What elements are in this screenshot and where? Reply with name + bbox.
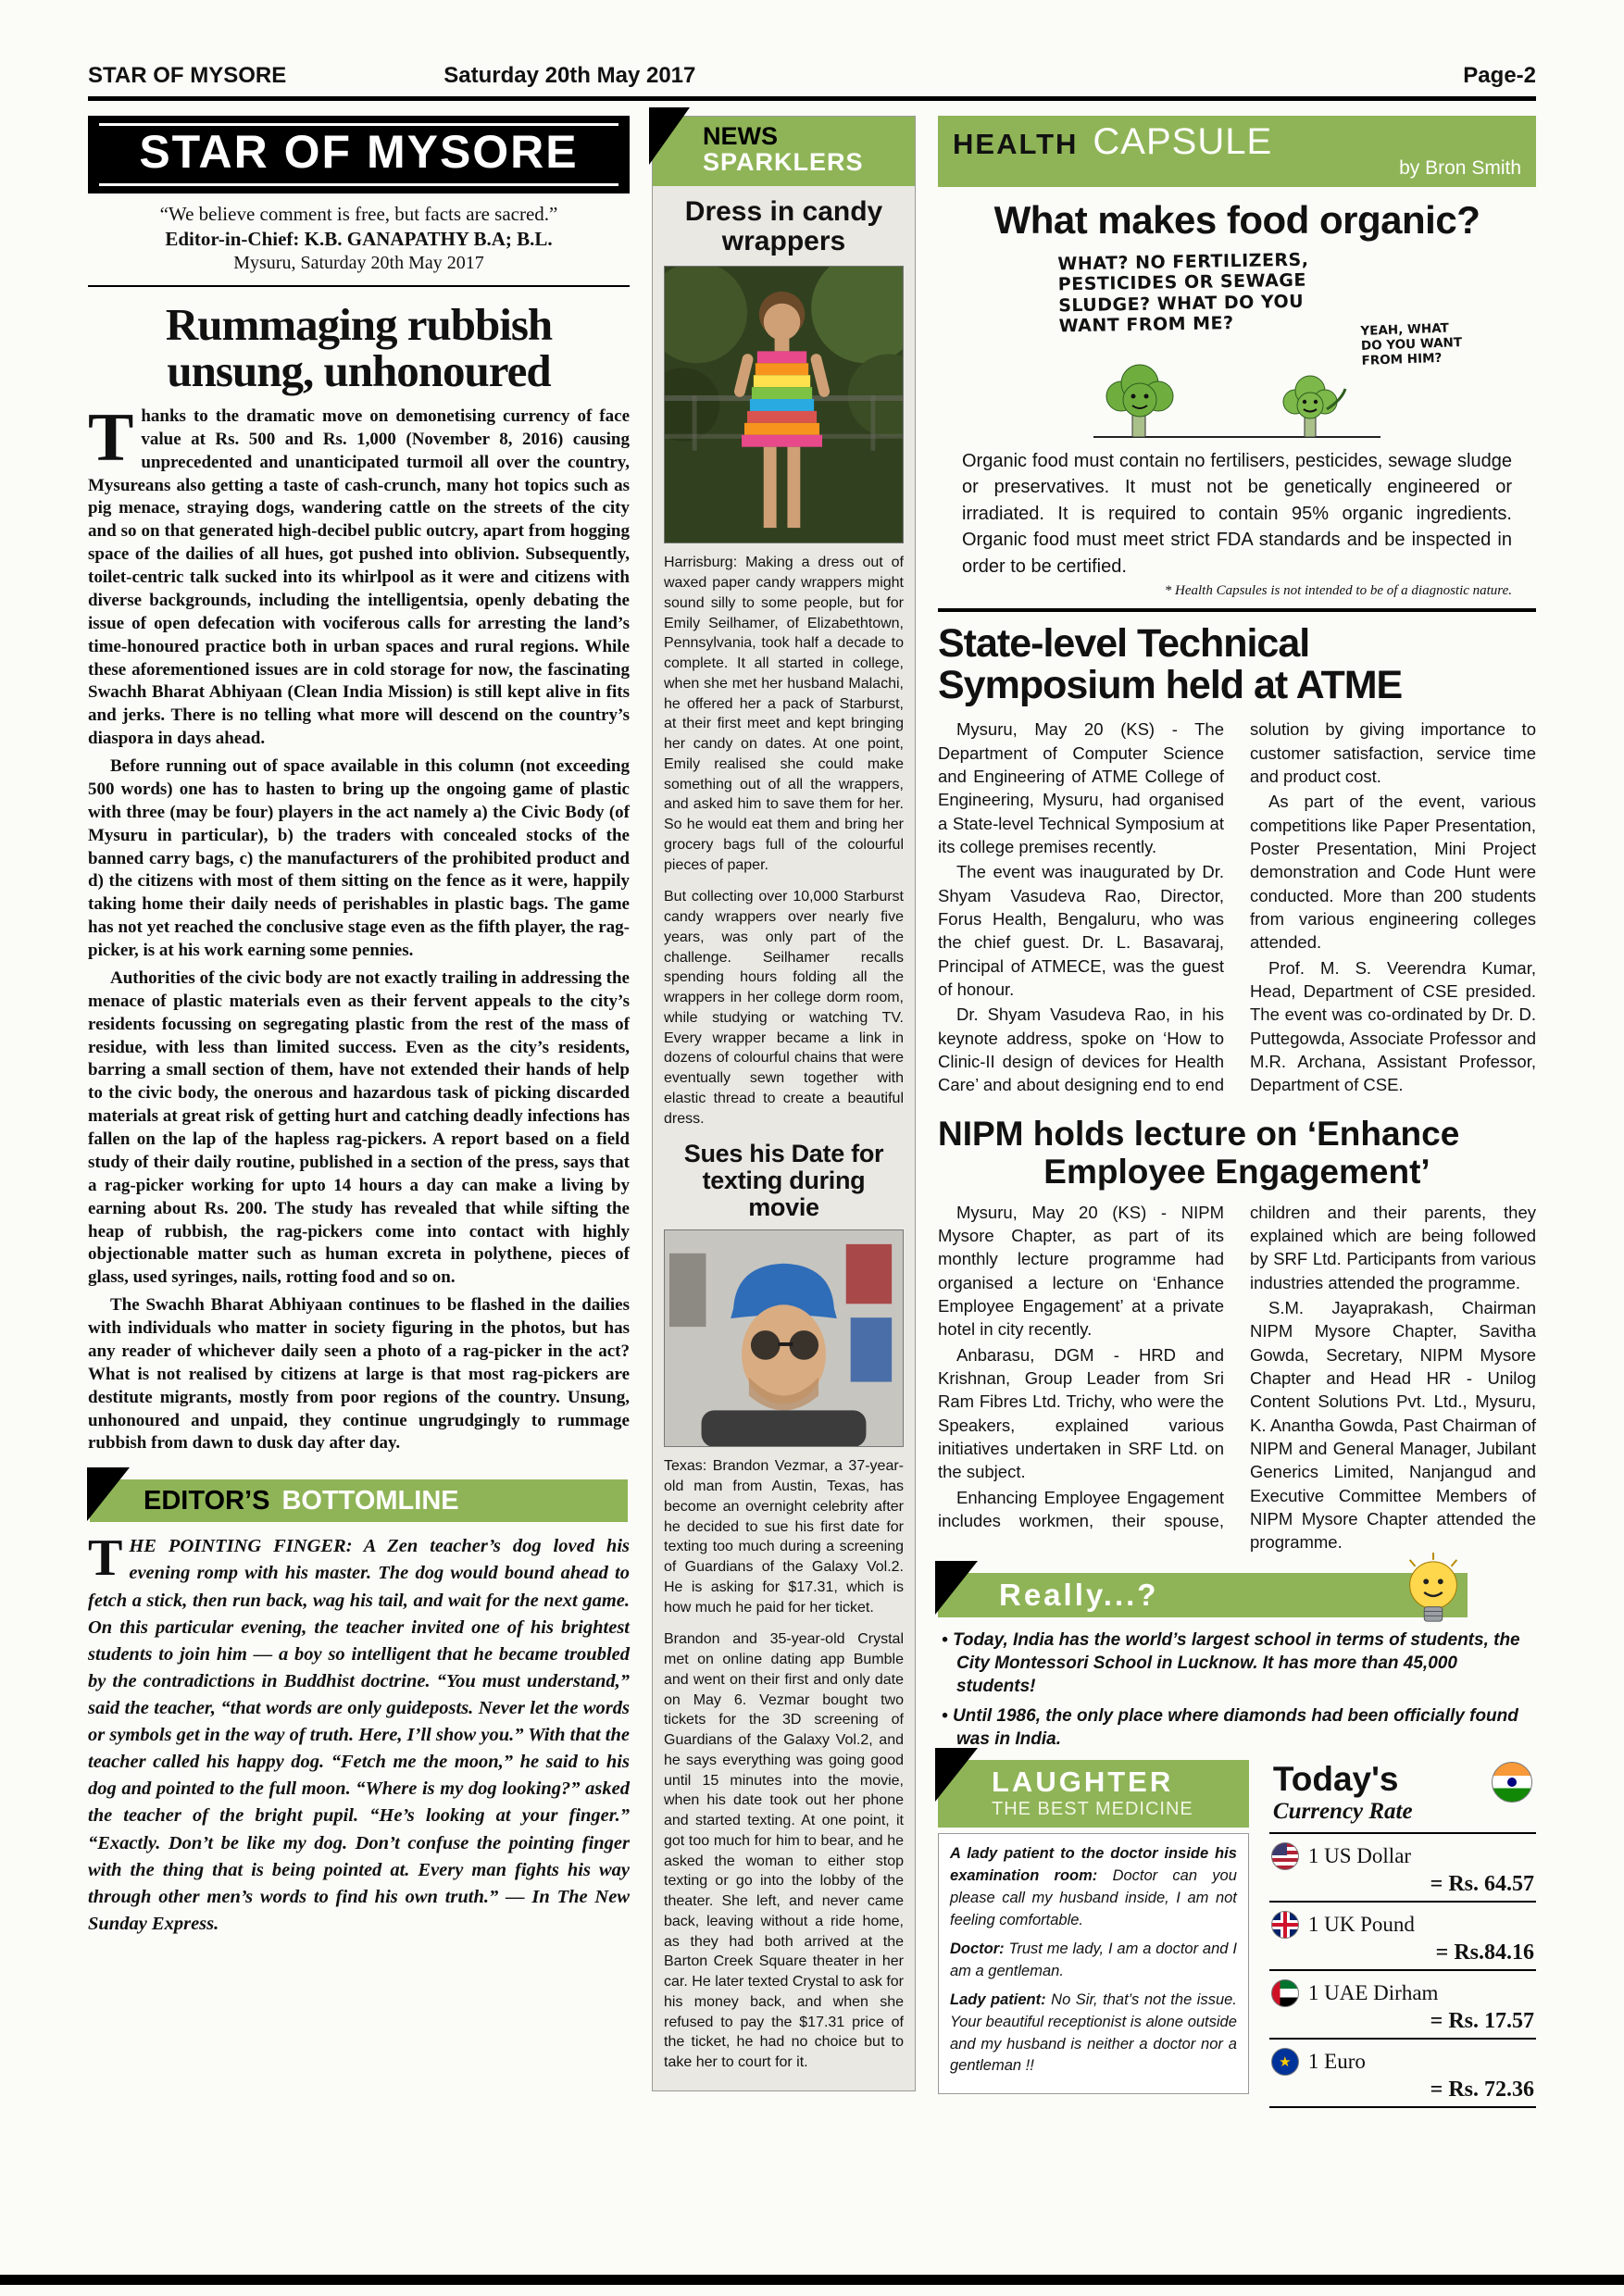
- nipm-paragraph: Enhancing Employee Engagement includes workmen, their spouse, children and their parents, they explained which are being followed by SRF Ltd. Participants from various industries attended the programme.: [938, 1202, 1536, 1531]
- nipm-body: [938, 1201, 1536, 1554]
- joke-paragraph: [950, 1843, 1237, 1932]
- sues-date-headline: [664, 1141, 904, 1220]
- candy-dress-paragraph: But collecting over 10,000 Starburst candy wrappers over nearly five years, was only part of the challenge. Seilhamer recalls spending hours folding all the wrappers in her college dorm room, while studying or watching TV. Every wrapper became a link in dozens of colourful chains that were eventually sewn together with elastic thread to create a beautiful dress.: [664, 889, 904, 1127]
- cartoon-reply-line: YEAH, WHAT: [1360, 320, 1449, 339]
- atme-paragraph: The event was inaugurated by Dr. Shyam Vasudeva Rao, Director, Forus Health, Bengaluru, who was the chief guest. Dr. L. Basavaraj, Principal of ATMECE, was the guest of honour.: [938, 862, 1224, 1000]
- cartoon-speech-text: [1057, 250, 1310, 337]
- editors-bottomline-label-black: EDITOR’S: [144, 1485, 270, 1516]
- atme-headline: [938, 620, 1536, 708]
- laughter-header: [938, 1760, 1249, 1828]
- editors-bottomline-label-white: BOTTOMLINE: [281, 1485, 459, 1516]
- candy-dress-headline: Dress in candy wrappers: [684, 195, 883, 257]
- india-flag-icon: [1492, 1762, 1532, 1803]
- cartoon-reply-line: FROM HIM?: [1361, 351, 1443, 369]
- nipm-paragraph: S.M. Jayaprakash, Chairman NIPM Mysore Chapter, Savitha Gowda, Secretary, NIPM Mysore Chapter and Head HR - Unilog Content Solutions Pvt. Ltd., Mysuru, K. Anantha Gowda, Past Chairman of NIPM and General Manager, Jubilant Generics Limited, Nanjangud and Executive Committee Members of NIPM Mysore Chapter attended the programme.: [1250, 1297, 1536, 1553]
- joke-text: Trust me lady, I am a doctor and I am a gentleman.: [950, 1940, 1237, 1979]
- cartoon-speech-line: PESTICIDES OR SEWAGE: [1057, 270, 1307, 295]
- laughter-title: LAUGHTER: [992, 1766, 1174, 1799]
- candy-dress-paragraph: Harrisburg: Making a dress out of waxed paper candy wrappers might sound silly to some people, but for Emily Seilhamer, of Elizabethtown, Pennsylvania, took half a decade to complete. It all started in college, when she met her husband Malachi, he offered her a pack of Starburst, at their first meet and kept bringing her candy on dates. At one point, Emily realised she could make something out of all the wrappers, and asked him to save them for her. So he would eat them and bring her grocery bags full of the colourful pieces of paper.: [664, 555, 904, 873]
- currency-row: [1269, 1834, 1536, 1903]
- health-footnote: * Health Capsules is not intended to be of a diagnostic nature.: [1164, 582, 1512, 598]
- cartoon-speech-line: WHAT? NO FERTILIZERS,: [1057, 249, 1309, 275]
- laughter-section: [938, 1760, 1249, 2094]
- atme-body: [938, 718, 1536, 1098]
- joke-paragraph: [950, 1990, 1237, 2078]
- editors-bottomline-text: [88, 1529, 630, 1938]
- nipm-paragraph: Mysuru, May 20 (KS) - NIPM Mysore Chapter, as part of its monthly lecture programme had organised a lecture on ‘Enhance Employee Engagement’ at a private hotel in city recently.: [938, 1202, 1224, 1340]
- brandon-vezmar-photo: [664, 1229, 904, 1447]
- joke-text: Doctor can you please call my husband inside, I am not feeling comfortable.: [950, 1867, 1237, 1928]
- sues-date-headline-line2: texting during movie: [702, 1167, 866, 1221]
- currency-label: 1 UK Pound: [1307, 1913, 1415, 1937]
- nipm-headline: [938, 1115, 1536, 1192]
- currency-label: 1 UAE Dirham: [1307, 1981, 1439, 2005]
- atme-paragraph: Mysuru, May 20 (KS) - The Department of Computer Science and Engineering of ATME College of Engineering, Mysuru, had organised a State-level Technical Symposium at its college premises recently.: [938, 719, 1224, 856]
- page-bottom-rule: [0, 2275, 1624, 2285]
- nipm-paragraph: Anbarasu, DGM - HRD and Krishnan, Group Leader from Sri Ram Fibres Ltd. Trichy, who were the Speakers, explained various initiatives undertaken in SRF Ltd. on the subject.: [938, 1344, 1224, 1482]
- editorial-paragraph-text: hanks to the dramatic move on demonetising currency of face value at Rs. 500 and Rs. 1,000 (November 8, 2016) causing unprecedented and unanticipated turmoil all over the country, Mysureans also getting a taste of cash-crunch, many hot topics such as pig menace, straying dogs, wandering cattle on the streets of the city and so on that generated high-decibel public outcry, apart from hogging space of the dailies of all hues, got pushed into oblivion. Subsequently, toilet-centric talk sucked into its whirlpool as it were and citizens with diverse backgrounds, including the intelligentsia, openly debating the issue of open defecation with vociferous calls for arresting the land’s time-honoured practice both in urban spaces and rural regions. While these aforementioned issues are in cold storage for now, the fascinating Swachh Bharat Abhiyaan (Clean India Mission) is still kept alive in fits and jerks. There is no telling what more will descend on the country’s diaspora in days ahead.: [88, 406, 630, 749]
- joke-paragraph: [950, 1939, 1237, 1983]
- editorial-paragraph: [88, 399, 630, 751]
- editors-bottomline-header: [90, 1479, 628, 1522]
- joke-lead: Lady patient:: [950, 1990, 1046, 2008]
- banner-corner-icon: [649, 107, 690, 165]
- sues-date-paragraph: Texas: Brandon Vezmar, a 37-year-old man from Austin, Texas, has become an overnight celebrity after he decided to sue his first date for texting too much during a screening of Guardians of the Galaxy Vol.2. He is asking for $17.31, which is how much he paid for her ticket.: [664, 1458, 904, 1616]
- section-divider: [938, 608, 1536, 612]
- currency-row: [1269, 2040, 1536, 2108]
- sues-date-paragraph: Brandon and 35-year-old Crystal met on online dating app Bumble and went on their first and only date on May 6. Vezmar bought two tickets for the 3D screening of Guardians of the Galaxy Vol.2, and he says everything was going good until 15 minutes into the movie, when his date took out her phone and started texting. At one point, it got too much for him to bear, and he asked the woman to either stop texting or go into the lobby of the theater. She left, and never came back, leaving without a ride home, as they had both arrived at the Barton Creek Square theater in her car. He later texted Crystal to ask for his money back, and when she refused to pay the $17.31 price of the ticket, he had no choice but to take her to court for it.: [664, 1631, 904, 2071]
- laughter-joke-box: [938, 1833, 1249, 2094]
- candy-wrapper-dress-photo: [664, 266, 904, 543]
- uae-flag-icon: [1271, 1979, 1299, 2007]
- running-head: [88, 63, 1536, 101]
- currency-rate-box: [1269, 1760, 1536, 2108]
- atme-paragraph: As part of the event, various competitions like Paper Presentation, Poster Presentation, Mini Project demonstration and Code Hunt were conducted. More than 200 students from various engineering colleges attended.: [1250, 792, 1536, 953]
- really-facts: [942, 1628, 1532, 1751]
- masthead-tagline: “We believe comment is free, but facts are sacred.”: [159, 203, 558, 225]
- currency-subtitle: Currency Rate: [1272, 1799, 1413, 1825]
- health-capsule-header: [938, 116, 1536, 187]
- nipm-lecture-article: [938, 1115, 1536, 1554]
- joke-lead: Doctor:: [950, 1940, 1005, 1957]
- joke-text: No Sir, that’s not the issue. Your beautiful receptionist is alone outside and my husband is neither a doctor nor a gentleman !!: [950, 1990, 1237, 2075]
- really-fact: • Until 1986, the only place where diamonds had been officially found was in India.: [942, 1704, 1532, 1751]
- currency-rate: = Rs. 17.57: [1430, 2009, 1534, 2034]
- editorial-paragraph: The Swachh Bharat Abhiyaan continues to be flashed in the dailies with individuals who matter in society figuring in the photos, but has any reader of whichever daily seen a photo of a rag-picker in the act? What is not realised by citizens at large is that most rag-pickers are destitute migrants, mostly from poor regions of the country. Unsung, unhonoured and unpaid, they continue ungrudgingly to rummage rubbish from dawn to dusk day after day.: [88, 1295, 630, 1454]
- editorial-headline: [88, 299, 630, 396]
- currency-label: 1 Euro: [1307, 2050, 1366, 2074]
- broccoli-characters-illustration: [1084, 343, 1390, 446]
- banner-corner-icon: [935, 1748, 978, 1802]
- health-label: HEALTH: [953, 128, 1079, 160]
- masthead-editor: Editor-in-Chief: K.B. GANAPATHY B.A; B.L.: [165, 228, 553, 250]
- banner-corner-icon: [935, 1561, 978, 1615]
- us-flag-icon: [1271, 1842, 1299, 1870]
- editorial-headline-line2: unsung, unhonoured: [167, 344, 551, 396]
- currency-row: [1269, 1971, 1536, 2040]
- currency-row: [1269, 1903, 1536, 1971]
- capsule-label: CAPSULE: [1093, 121, 1273, 162]
- bottomline-body: HE POINTING FINGER: A Zen teacher’s dog loved his evening romp with his master. The dog would bound ahead to fetch a stick, then run back, wag his tail, and wait for the next game. On this particular evening, the teacher invited one of his brightest students to join him — a boy so intelligent that he became troubled by the contradictions in Buddhist doctrine. “You must understand,” said the teacher, “that words are only guideposts. Never let the words or symbols get in the way of truth. Here, I’ll show you.” With that the teacher called his happy dog. “Fetch me the moon,” he said to his dog and pointed to the full moon. “Where is my dog looking?” asked the teacher of the bright pupil. “He’s looking at your finger.” “Exactly. Don’t be like my dog. Don’t confuse the pointing finger with the thing that is being pointed at. Every man fights his way through other men’s words to find his own truth.” — In The New Sunday Express.: [88, 1536, 630, 1934]
- uk-flag-icon: [1271, 1911, 1299, 1939]
- health-body-text: Organic food must contain no fertilisers, pesticides, sewage sludge or preservatives. It must not be genetically engineered or irradiated. It is required to contain 95% organic ingredients. Organic food must meet strict FDA standards and be inspected in order to be certified.: [962, 451, 1512, 577]
- cartoon-reply-line: DO YOU WANT: [1360, 335, 1463, 355]
- really-section: [938, 1573, 1536, 1751]
- currency-rate: = Rs. 72.36: [1430, 2078, 1534, 2103]
- really-title: Really...?: [999, 1577, 1159, 1612]
- atme-headline-line1: State-level Technical: [938, 620, 1310, 666]
- news-sparklers-panel: [652, 116, 916, 2091]
- sues-date-headline-line1: Sues his Date for: [683, 1140, 884, 1168]
- atme-paragraph: Prof. M. S. Veerendra Kumar, Head, Department of CSE presided. The event was co-ordinated by Dr. D. Puttegowda, Associate Professor and M.R. Archana, Assistant Professor, Department of CSE.: [1250, 957, 1536, 1095]
- news-sparklers-label-top: NEWS: [703, 122, 778, 150]
- cartoon-speech-line: SLUDGE? WHAT DO YOU: [1058, 291, 1305, 317]
- running-head-paper: STAR OF MYSORE: [88, 63, 287, 88]
- editorial-article: [88, 299, 630, 1455]
- editorial-paragraph: Before running out of space available in this column (not exceeding 500 words) one has to hasten to bring up the ongoing game of plastic with three (may be four) players in the act namely a) the Civic Body (of Mysuru in particular), b) the traders with concealed stocks of the banned carry bags, c) the manufacturers of the prohibited product and d) the citizens with most of them sitting on the fence as it were, happily taking home their daily needs of perishables in plastic bags. The game has not yet reached the conclusive stage even as the fifth player, the rag-picker, is at his work earning some pennies.: [88, 756, 630, 961]
- editorial-paragraph: Authorities of the civic body are not exactly trailing in addressing the menace of plastic materials even as their fervent appeals to the city’s residents focussing on segregating plastic from the rest of the mass of residue, with less than limited success. Even as the city’s residents, barring a small section of them, have not extended their hands of help to the civic body, the onerous and hazardous task of picking discarded materials at great risk of getting hurt and catching deadly infections has fallen on the lap of the hapless rag-pickers. A report based on a field study of their daily routine, published in a section of the press, says that a rag-picker working for upto 14 hours a day can make a living by earning about Rs. 200. The study has revealed that while sifting the heap of rubbish, the rag-pickers come into contact with highly objectionable matter such as human excreta in polythene, pieces of glass, used syringes, nails, rotting food and so on.: [88, 967, 630, 1288]
- editorial-dropcap: T: [88, 399, 134, 476]
- editorial-column: [88, 116, 630, 2108]
- running-head-page-number: Page-2: [1463, 63, 1536, 88]
- running-head-date: Saturday 20th May 2017: [443, 63, 696, 88]
- laughter-subtitle: THE BEST MEDICINE: [992, 1799, 1193, 1820]
- health-capsule-section: [938, 116, 1536, 599]
- currency-title: Today's: [1272, 1760, 1399, 1799]
- currency-header: [1269, 1760, 1536, 1834]
- nipm-headline-line2: Employee Engagement’: [1043, 1153, 1430, 1192]
- atme-symposium-article: [938, 620, 1536, 1098]
- masthead-dateline: Mysuru, Saturday 20th May 2017: [233, 253, 484, 273]
- bottomline-dropcap: T: [88, 1529, 123, 1588]
- news-sparklers-header: [653, 117, 915, 186]
- health-headline: What makes food organic?: [993, 198, 1480, 242]
- masthead-title: STAR OF MYSORE: [99, 123, 618, 186]
- masthead-logo-box: [88, 116, 630, 193]
- masthead: [88, 116, 630, 287]
- nipm-headline-line1: NIPM holds lecture on ‘Enhance: [938, 1114, 1460, 1153]
- atme-headline-line2: Symposium held at ATME: [938, 663, 1403, 708]
- news-sparklers-label-bottom: SPARKLERS: [703, 148, 864, 176]
- joke-lead: A lady patient to the doctor inside his examination room:: [950, 1845, 1237, 1885]
- lightbulb-icon: [1397, 1551, 1469, 1632]
- currency-rate: = Rs.84.16: [1435, 1940, 1534, 1965]
- really-fact: • Today, India has the world’s largest school in terms of students, the City Montessori School in Lucknow. It has more than 45,000 students!: [942, 1628, 1532, 1698]
- atme-paragraph: Dr. Shyam Vasudeva Rao, in his keynote address, spoke on ‘How to Clinic-II design of devices for Health Care’ and about designing end to end solution by giving importance to customer satisfaction, service time and product cost.: [938, 719, 1536, 1095]
- really-header: [938, 1573, 1468, 1617]
- currency-rate: = Rs. 64.57: [1430, 1872, 1534, 1897]
- eu-flag-icon: [1271, 2048, 1299, 2076]
- cartoon-speech-line: WANT FROM ME?: [1058, 313, 1234, 337]
- editorial-headline-line1: Rummaging rubbish: [165, 299, 553, 350]
- currency-label: 1 US Dollar: [1307, 1844, 1412, 1868]
- banner-corner-icon: [87, 1467, 130, 1521]
- organic-cartoon: [947, 244, 1527, 446]
- health-byline: by Bron Smith: [1399, 157, 1521, 179]
